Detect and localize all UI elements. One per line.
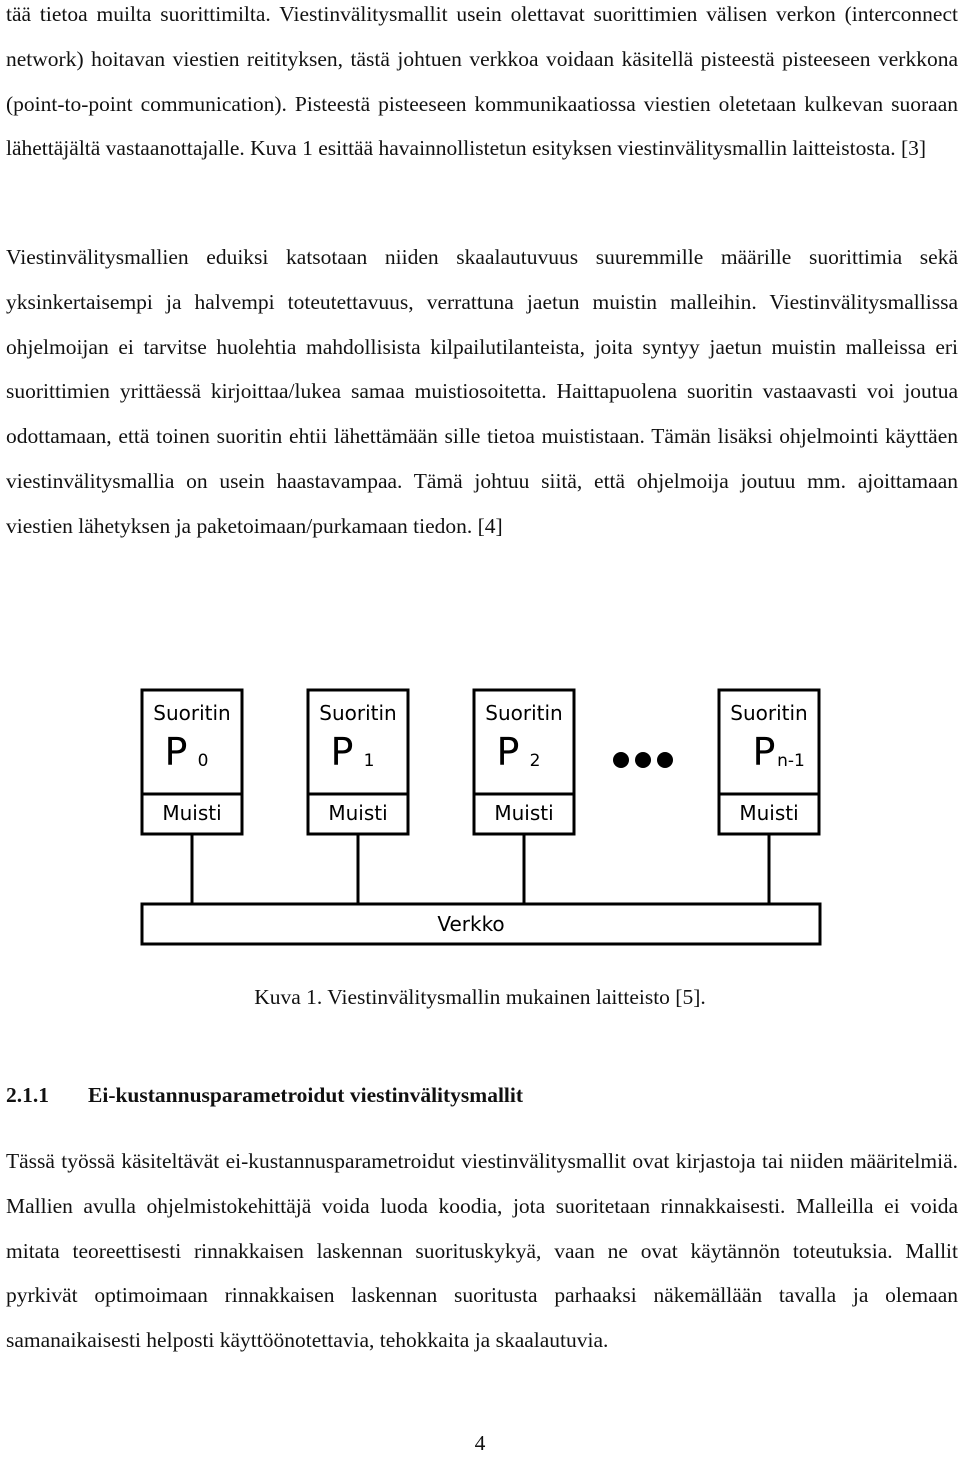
paragraph-section-body: Tässä työssä käsiteltävät ei-kustannusparametroidut viestinvälitysmallit ovat kirjastoja tai niiden määritelmiä. Mallien avulla ohjelmistokehittäjä voida luoda koodia, jota suoritetaan rinnakkaisesti. Malleilla ei voida mitata teoreettisesti rinnakkaisen laskennan suorituskykyä, vaan ne ovat käytännön toteutuksia. Mallit pyrkivät optimoimaan rinnakkaisen laskennan suoritusta parhaaksi näkemällään tavalla ja olemaan samanaikaisesti helposti käyttöönotettavia, tehokkaita ja skaalautuvia. [6, 1149, 958, 1353]
paragraph-advantages: Viestinvälitysmallien eduiksi katsotaan niiden skaalautuvuus suuremmille määrille suorittimia sekä yksinkertaisempi ja halvempi toteutettavuus, verrattuna jaetun muistin malleihin. Viestinvälitysmallissa ohjelmoijan ei tarvitse huolehtia mahdollisista kilpailutilanteista, joita syntyy jaetun muistin malleissa eri suorittimien yrittäessä kirjoittaa/lukea samaa muistiosoitetta. Haittapuolena suoritin vastaavasti voi joutua odottamaan, että toinen suoritin ehtii lähettämään sille tietoa muististaan. Tämän lisäksi ohjelmointi käyttäen viestinvälitysmallia on usein haastavampaa. Tämä johtuu siitä, että ohjelmoija joutuu mm. ajoittamaan viestien lähetyksen ja paketoimaan/purkamaan tiedon. [4] [6, 245, 958, 538]
processor-label: Suoritin [485, 701, 563, 725]
processor-subscript: 0 [197, 751, 209, 771]
processor-node-0 [142, 690, 242, 834]
processor-node-2 [474, 690, 574, 834]
network-bar [142, 904, 820, 944]
page-number: 4 [474, 1431, 486, 1455]
section-title: Ei-kustannusparametroidut viestinvälitysmallit [88, 1083, 524, 1107]
section-heading [6, 1080, 523, 1110]
processor-node-1 [308, 690, 408, 834]
processor-letter: P [496, 730, 520, 774]
figure-caption: Kuva 1. Viestinvälitysmallin mukainen laitteisto [5]. [254, 985, 706, 1009]
processor-letter: P [164, 730, 188, 774]
processor-letter: P [330, 730, 354, 774]
ellipsis-dots-icon [613, 752, 673, 768]
memory-label: Muisti [494, 801, 554, 825]
memory-label: Muisti [162, 801, 222, 825]
paragraph-intro: tää tietoa muilta suorittimilta. Viestinvälitysmallit usein olettavat suorittimien välisen verkon (interconnect network) hoitavan viestien reitityksen, tästä johtuen verkkoa voidaan käsitellä pisteestä pisteeseen verkkona (point-to-point communication). Pisteestä pisteeseen kommunikaatiossa viestien oletetaan kulkevan suoraan lähettäjältä vastaanottajalle. Kuva 1 esittää havainnollistetun esityksen viestinvälitysmallin laitteistosta. [3] [6, 2, 958, 161]
network-label: Verkko [437, 912, 505, 936]
processor-label: Suoritin [319, 701, 397, 725]
processor-letter: P [752, 730, 776, 774]
processor-subscript: n-1 [777, 751, 805, 771]
processor-subscript: 1 [363, 751, 375, 771]
processor-label: Suoritin [730, 701, 808, 725]
processor-node-n-1 [719, 690, 819, 834]
figure-message-passing-hardware [140, 688, 822, 948]
section-number: 2.1.1 [6, 1083, 49, 1107]
memory-label: Muisti [739, 801, 799, 825]
memory-label: Muisti [328, 801, 388, 825]
network-connectors [192, 834, 769, 904]
processor-subscript: 2 [529, 751, 541, 771]
processor-label: Suoritin [153, 701, 231, 725]
